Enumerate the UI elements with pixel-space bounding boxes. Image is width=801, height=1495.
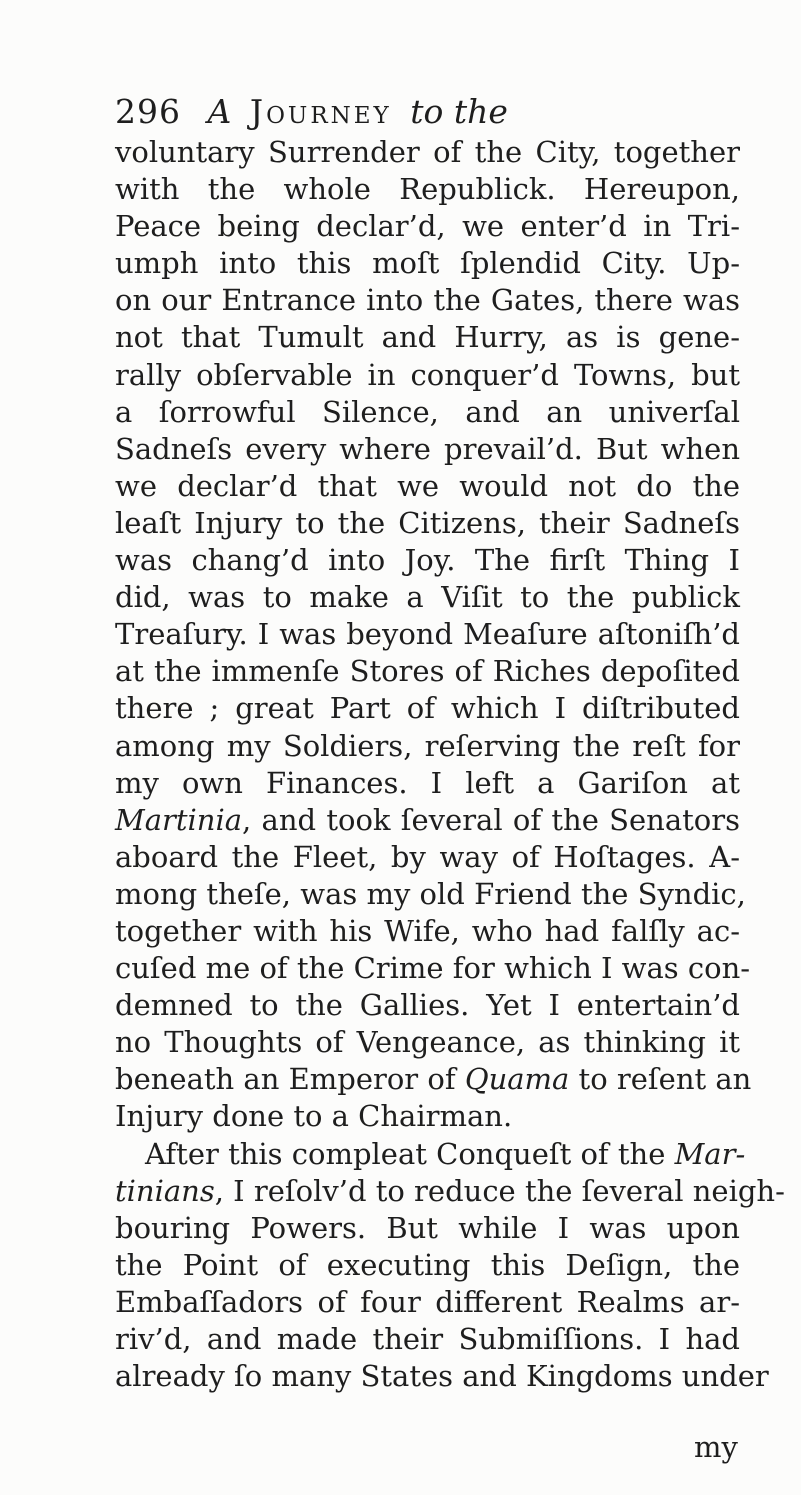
text-line: riv’d, and made their Submiſſions. I had	[115, 1322, 740, 1356]
text-line	[115, 1061, 752, 1098]
text-segment: , I reſolv’d to reduce the ſeveral neigh-	[214, 1173, 785, 1208]
header-article: A	[207, 92, 232, 131]
text-line: Sadneſs every where prevail’d. But when	[115, 431, 740, 466]
text-line: Peace being declar’d, we enter’d in Tri-	[115, 209, 740, 244]
text-segment: After this compleat Conqueſt of the	[145, 1136, 675, 1171]
text-line: aboard the Fleet, by way of Hoſtages. A-	[115, 839, 740, 874]
text-line: was chang’d into Joy. The firſt Thing I	[115, 543, 740, 578]
text-segment: to reſent an	[569, 1062, 752, 1097]
text-line: umph into this moſt ſplendid City. Up-	[115, 246, 740, 281]
body-text	[115, 134, 785, 1395]
text-line	[115, 1136, 746, 1173]
text-line: demned to the Gallies. Yet I entertain’d	[115, 988, 740, 1023]
text-line: among my Soldiers, reſerving the reſt for	[115, 728, 740, 763]
text-line: we declar’d that we would not do the	[115, 468, 740, 503]
text-line: my own Finances. I left a Gariſon at	[115, 765, 740, 800]
text-line: already ſo many States and Kingdoms under	[115, 1359, 769, 1394]
text-line: on our Entrance into the Gates, there was	[115, 283, 740, 318]
italic-name: Mar-	[674, 1136, 746, 1171]
text-line: together with his Wife, who had falſly ac-	[115, 913, 740, 948]
text-line: voluntary Surrender of the City, together	[115, 135, 740, 169]
italic-name: tinians	[115, 1173, 215, 1208]
text-line: bouring Powers. But while I was upon	[115, 1210, 740, 1245]
text-line: a ſorrowful Silence, and an univerſal	[115, 394, 740, 429]
text-line: Embaſſadors of four different Realms ar-	[115, 1284, 740, 1319]
header-title-suffix: to the	[410, 92, 508, 131]
text-line	[115, 802, 740, 839]
text-line	[115, 1173, 785, 1210]
italic-name: Quama	[464, 1062, 570, 1097]
text-line: at the immenſe Stores of Riches depoſited	[115, 654, 740, 689]
text-line: there ; great Part of which I diſtributed	[115, 691, 740, 726]
text-line: no Thoughts of Vengeance, as thinking it	[115, 1025, 740, 1060]
text-line: mong theſe, was my old Friend the Syndic,	[115, 876, 746, 911]
text-line: the Point of executing this Deſign, the	[115, 1247, 740, 1282]
header-title-word: Journey	[249, 92, 392, 131]
text-line: rally obſervable in conquer’d Towns, but	[115, 357, 740, 392]
text-segment: , and took ſeveral of the Senators	[242, 802, 740, 837]
page-number: 296	[115, 92, 181, 131]
text-line: did, was to make a Viſit to the publick	[115, 580, 740, 615]
text-line: Treaſury. I was beyond Meaſure aſtoniſh’d	[115, 617, 740, 652]
text-line: Injury done to a Chairman.	[115, 1099, 513, 1134]
text-line: cuſed me of the Crime for which I was con-	[115, 951, 751, 986]
text-line: with the whole Republick. Hereupon,	[115, 172, 740, 207]
running-header	[115, 90, 735, 134]
catchword: my	[694, 1430, 738, 1464]
italic-name: Martinia	[115, 802, 243, 837]
text-line: leaſt Injury to the Citizens, their Sadneſs	[115, 505, 740, 540]
text-line: not that Tumult and Hurry, as is gene-	[115, 320, 740, 355]
text-segment: beneath an Emperor of	[115, 1062, 465, 1097]
